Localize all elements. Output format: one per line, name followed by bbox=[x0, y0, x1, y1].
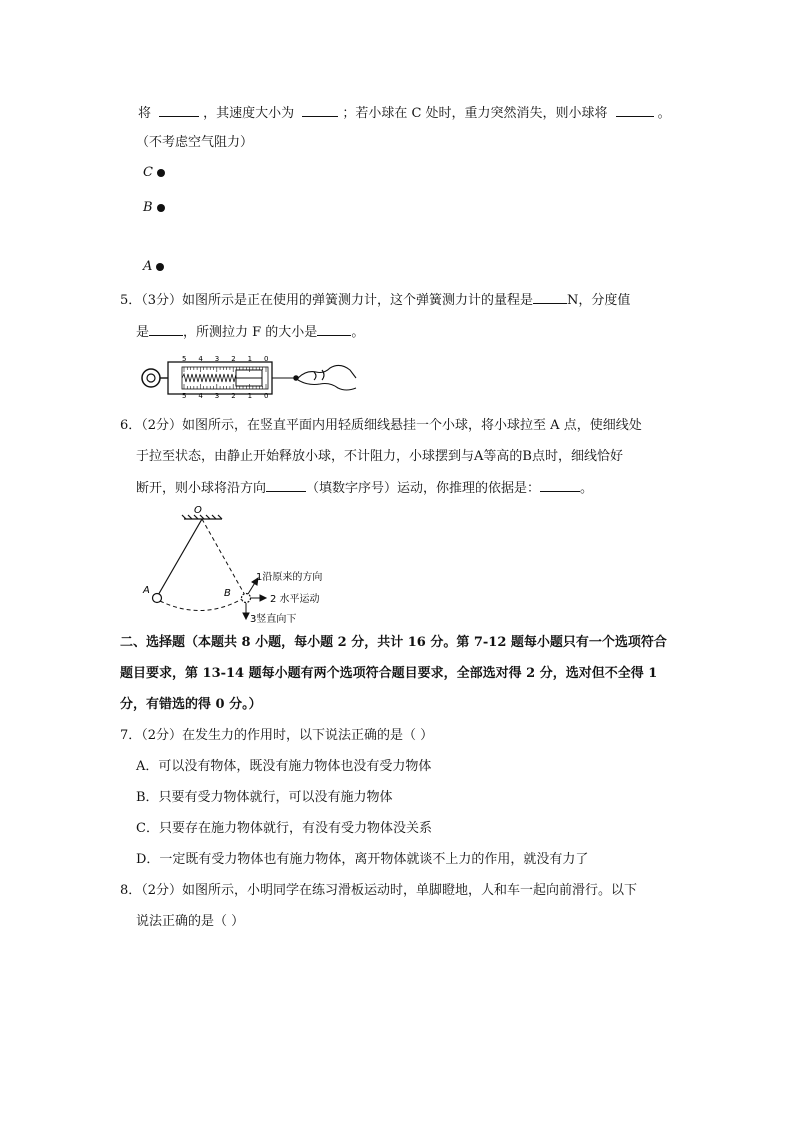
q5-line2: 是 ，所测拉力 F 的大小是 。 bbox=[136, 321, 364, 343]
answer-blank bbox=[149, 321, 183, 336]
scale-label: 1 bbox=[247, 392, 253, 398]
answer-blank bbox=[302, 102, 338, 117]
ball-dot bbox=[157, 169, 165, 177]
label-o: O bbox=[194, 505, 202, 516]
q6-line1: 6．（2分）如图所示，在竖直平面内用轻质细线悬挂一个小球，将小球拉至 A 点，使细线处 bbox=[120, 418, 642, 433]
pulling-hand bbox=[272, 365, 356, 390]
ball-dot bbox=[157, 204, 165, 212]
point-a: A bbox=[143, 257, 164, 277]
label-dir1: 1沿原来的方向 bbox=[256, 572, 323, 583]
scale-label: 2 bbox=[231, 392, 236, 398]
scale-label: 2 bbox=[231, 355, 236, 363]
q7-stem: 7．（2分）在发生力的作用时，以下说法正确的是（ ） bbox=[120, 728, 434, 743]
scale-label: 3 bbox=[214, 392, 220, 398]
section2-line3: 分，有错选的得 0 分。） bbox=[120, 697, 262, 712]
q8-line2: 说法正确的是（ ） bbox=[136, 914, 245, 929]
label-a: A bbox=[143, 585, 150, 596]
scale-label: 5 bbox=[182, 392, 187, 398]
scale-label: 4 bbox=[198, 392, 203, 398]
spring-scale-figure bbox=[138, 350, 360, 398]
scale-ring bbox=[142, 369, 168, 387]
scale-label: 3 bbox=[214, 355, 220, 363]
answer-blank bbox=[540, 477, 580, 492]
q7-option-d: D．一定既有受力物体也有施力物体，离开物体就谈不上力的作用，就没有力了 bbox=[136, 852, 589, 867]
q7-option-b: B．只要有受力物体就行，可以没有施力物体 bbox=[136, 790, 393, 805]
ball-dot bbox=[156, 263, 164, 271]
point-c: C bbox=[143, 163, 165, 183]
scale-label: 0 bbox=[264, 392, 269, 398]
pendulum-figure bbox=[138, 503, 338, 625]
scale-label: 4 bbox=[198, 355, 203, 363]
q6-line3: 断开，则小球将沿方向 （填数字序号）运动，你推理的依据是： 。 bbox=[136, 477, 593, 499]
label-dir3: 3竖直向下 bbox=[250, 614, 297, 625]
string-to-b-dashed bbox=[202, 519, 246, 597]
scale-label: 0 bbox=[264, 355, 269, 363]
label-dir2: 2 水平运动 bbox=[270, 594, 320, 605]
section2-line2: 题目要求，第 13-14 题每小题有两个选项符合题目要求，全部选对得 2 分，选对但不全得 1 bbox=[120, 666, 658, 681]
scale-label: 1 bbox=[247, 355, 253, 363]
q4-line1: 将 ，其速度大小为 ；若小球在 C 处时，重力突然消失，则小球将 。 bbox=[138, 102, 671, 124]
point-b: B bbox=[143, 198, 165, 218]
q4-line2: （不考虑空气阻力） bbox=[136, 135, 254, 150]
ball-at-b bbox=[242, 594, 251, 603]
answer-blank bbox=[533, 289, 567, 304]
answer-blank bbox=[317, 321, 351, 336]
label-b: B bbox=[224, 588, 231, 599]
q8-line1: 8．（2分）如图所示，小明同学在练习滑板运动时，单脚瞪地，人和车一起向前滑行。以下 bbox=[120, 883, 638, 898]
answer-blank bbox=[266, 477, 306, 492]
ball-at-a bbox=[153, 594, 162, 603]
answer-blank bbox=[159, 102, 199, 117]
swing-path-dashed bbox=[160, 599, 242, 611]
string-to-a bbox=[157, 519, 202, 597]
q7-option-c: C．只要存在施力物体就行，有没有受力物体没关系 bbox=[136, 821, 432, 836]
q6-line2: 于拉至状态，由静止开始释放小球，不计阻力，小球摆到与A等高的B点时，细线恰好 bbox=[136, 449, 623, 464]
section2-line1: 二、选择题（本题共 8 小题，每小题 2 分，共计 16 分。第 7-12 题每小题只有一个选项符合 bbox=[120, 635, 667, 650]
q7-option-a: A．可以没有物体，既没有施力物体也没有受力物体 bbox=[136, 759, 432, 774]
ceiling-support bbox=[182, 515, 222, 519]
q5-line1: 5．（3分）如图所示是正在使用的弹簧测力计，这个弹簧测力计的量程是 N，分度值 bbox=[120, 289, 630, 311]
scale-label: 5 bbox=[182, 355, 187, 363]
answer-blank bbox=[616, 102, 654, 117]
